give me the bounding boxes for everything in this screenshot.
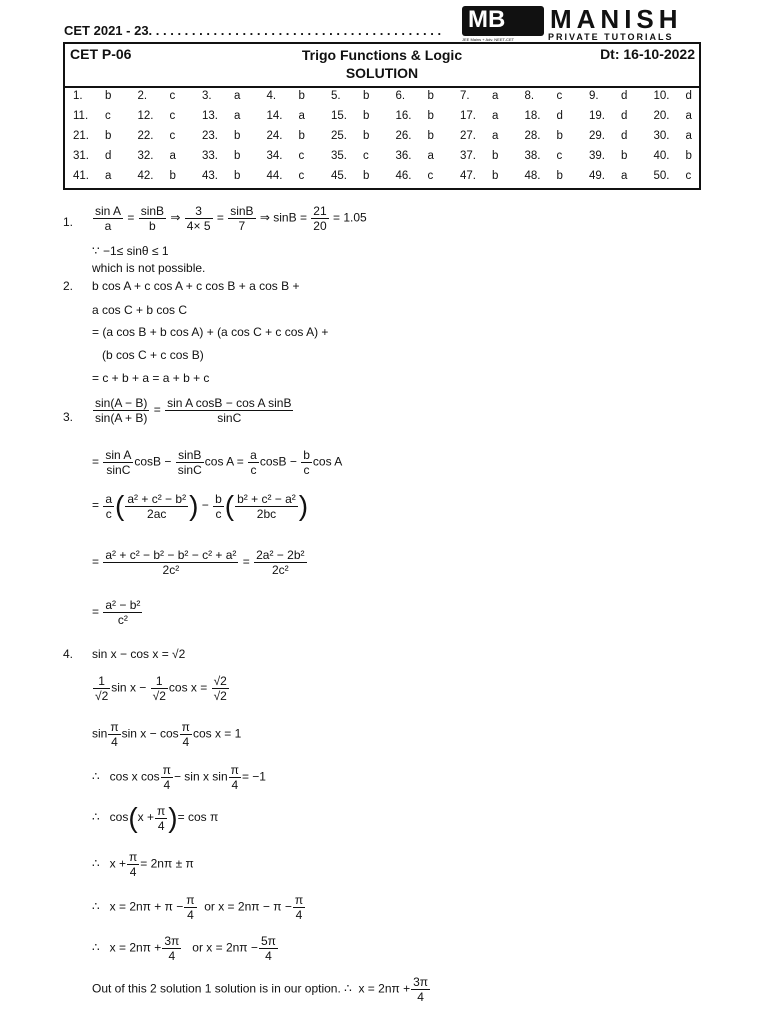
answer-option: d [621, 110, 628, 122]
answer-number: 6. [395, 90, 406, 102]
answer-option: b [169, 170, 176, 182]
answer-number: 24. [266, 130, 283, 142]
answer-option: b [298, 90, 305, 102]
q2-number: 2. [63, 279, 74, 293]
q3-step1: $\frac{\sin(A - B)}{\sin(A + B)}$ = $\frac{\text{sin A cosB − cos A sinB}}{\sin C}$ [95, 396, 292, 425]
answer-option: a [621, 170, 628, 182]
answer-number: 28. [524, 130, 541, 142]
logo-tagline: JEE Mains + Adv. NEET-CET [462, 37, 515, 42]
answer-option: b [427, 130, 434, 142]
logo-name: MANISH [550, 4, 683, 34]
answer-number: 41. [73, 170, 89, 182]
answer-number: 20. [653, 110, 670, 122]
answer-option: b [363, 130, 370, 142]
answer-option: d [685, 90, 692, 102]
q1-because: ∵ −1≤ sinθ ≤ 1 [92, 244, 169, 258]
header-title: CET 2021 - 23. . . . . . . . . . . . . . . . . . . . . . . . . . . . . . . . . . . . . . . . . [64, 23, 442, 38]
answer-option: c [169, 130, 176, 142]
answer-key-box [63, 42, 701, 190]
answer-number: 22. [137, 130, 154, 142]
answer-option: a [685, 110, 692, 122]
answer-number: 9. [589, 90, 599, 102]
answer-number: 11. [73, 110, 89, 122]
answer-option: a [105, 170, 112, 182]
answer-option: b [363, 110, 370, 122]
answer-option: a [169, 150, 176, 162]
answer-number: 49. [589, 170, 605, 182]
answer-option: b [492, 170, 499, 182]
answer-number: 14. [266, 110, 283, 122]
q3-step5: = $\frac{\text{a² − b²}}{\text{c²}}$ [92, 598, 141, 627]
answer-number: 1. [73, 90, 83, 102]
answer-option: b [105, 90, 112, 102]
answer-number: 34. [266, 150, 283, 162]
answer-option: b [621, 150, 628, 162]
answer-number: 31. [73, 150, 89, 162]
answer-option: a [234, 110, 241, 122]
answer-option: b [363, 170, 370, 182]
answer-option: b [427, 110, 434, 122]
q3-number: 3. [63, 410, 74, 424]
answer-number: 8. [524, 90, 535, 102]
answer-option: b [556, 130, 563, 142]
answer-number: 26. [395, 130, 412, 142]
answer-option: c [427, 170, 434, 182]
answer-number: 46. [395, 170, 412, 182]
answer-option: b [298, 130, 305, 142]
q2-line1: b cos A + c cos A + c cos B + a cos B + [92, 279, 300, 293]
q2-line2: a cos C + b cos C [92, 303, 188, 317]
answer-option: c [556, 150, 563, 162]
answer-number: 3. [202, 90, 212, 102]
answer-option: d [621, 90, 628, 102]
answer-option: b [234, 130, 241, 142]
q2-line5: = c + b + a = a + b + c [92, 371, 210, 385]
logo-subtitle: PRIVATE TUTORIALS [548, 32, 674, 42]
answer-option: a [427, 150, 434, 162]
q1-number: 1. [63, 215, 74, 229]
logo [462, 6, 702, 42]
q4-line1: sin x − cos x = √2 [92, 647, 186, 661]
q3-step2: = $\frac{\text{sin A}}{\sin C}$ cosB − $\frac{\sin B}{\sin C}$ cos A = $\frac{a}{c}$ cosB − $\frac{b}{c}$ cos A [92, 448, 343, 477]
answer-option: c [363, 150, 369, 162]
answer-option: a [685, 130, 692, 142]
answer-option: d [105, 150, 112, 162]
q4-line6: ∴ x + $\frac{\pi}{4}$ = 2nπ ± π [92, 850, 194, 879]
answer-option: a [234, 90, 241, 102]
answer-option: b [363, 90, 370, 102]
answer-number: 43. [202, 170, 218, 182]
answer-number: 2. [137, 90, 148, 102]
q4-line2: $\frac{1}{√2}$ sin x − $\frac{1}{√2}$ cos x = $\frac{√2}{√2}$ [95, 674, 227, 703]
answer-number: 13. [202, 110, 218, 122]
q4-number: 4. [63, 647, 74, 661]
answer-option: c [298, 150, 305, 162]
q4-line8: ∴ x = 2nπ + $\frac{3\pi}{4}$ or x = 2nπ − $\frac{5\pi}{4}$ [92, 934, 276, 963]
answer-number: 36. [395, 150, 412, 162]
answer-number: 27. [460, 130, 476, 142]
answer-number: 44. [266, 170, 283, 182]
answer-number: 42. [137, 170, 154, 182]
answer-number: 4. [266, 90, 277, 102]
answer-number: 38. [524, 150, 541, 162]
answer-number: 50. [653, 170, 670, 182]
q4-line4: ∴ cos x cos $\frac{\pi}{4}$ − sin x sin $\frac{\pi}{4}$ = −1 [92, 763, 266, 792]
answer-option: c [685, 170, 692, 182]
answer-option: b [492, 150, 499, 162]
subject-title: Trigo Functions & Logic SOLUTION [65, 46, 699, 82]
q1-equation: $\frac{\text{sin A}}{a}$ = $\frac{\sin B}{b}$ ⇒ $\frac{3}{4\times 5}$ = $\frac{\sin B}{7}$ ⇒ sinB = $\frac{21}{20}$ = 1.05 [95, 204, 367, 233]
answer-option: a [298, 110, 305, 122]
answer-option: b [685, 150, 692, 162]
answer-option: b [234, 150, 241, 162]
q1-note: which is not possible. [92, 261, 206, 275]
answer-option: d [621, 130, 628, 142]
answer-option: b [556, 170, 563, 182]
answer-number: 17. [460, 110, 476, 122]
answer-number: 12. [137, 110, 154, 122]
answer-option: c [169, 110, 176, 122]
q2-line3: = (a cos B + b cos A) + (a cos C + c cos A) + [92, 325, 329, 339]
answer-number: 19. [589, 110, 605, 122]
answer-number: 45. [331, 170, 347, 182]
q4-line3: sin $\frac{\pi}{4}$ sin x − cos $\frac{\pi}{4}$ cos x = 1 [92, 720, 242, 749]
answer-number: 37. [460, 150, 476, 162]
answer-number: 16. [395, 110, 412, 122]
solution-label: SOLUTION [345, 65, 419, 81]
answer-option: a [492, 130, 499, 142]
answer-number: 23. [202, 130, 218, 142]
answer-number: 35. [331, 150, 347, 162]
q2-line4: (b cos C + c cos B) [102, 348, 204, 362]
answer-option: d [556, 110, 563, 122]
answer-number: 48. [524, 170, 541, 182]
box-header [65, 44, 699, 88]
answer-number: 30. [653, 130, 670, 142]
q4-final: Out of this 2 solution 1 solution is in our option. ∴ x = 2nπ + $\frac{3\pi}{4}$ [92, 975, 429, 1004]
answer-option: b [105, 130, 112, 142]
q4-line7: ∴ x = 2nπ + π − $\frac{\pi}{4}$ or x = 2nπ − π − $\frac{\pi}{4}$ [92, 893, 304, 922]
paper-code: CET P-06 [70, 46, 132, 62]
answer-option: c [298, 170, 305, 182]
logo-mark: MB [462, 6, 544, 36]
answer-option: c [556, 90, 563, 102]
answer-number: 10. [653, 90, 670, 102]
answer-number: 7. [460, 90, 470, 102]
q3-step3: = $\frac{a}{c}$ ( $\frac{\text{a² + c² − b²}}{2ac}$ ) − $\frac{b}{c}$ ( $\frac{\text{b² + c² − a²}}{2bc}$ ) [92, 490, 309, 521]
answer-number: 29. [589, 130, 605, 142]
answer-number: 33. [202, 150, 218, 162]
answer-number: 21. [73, 130, 89, 142]
answer-option: a [492, 90, 499, 102]
answer-option: b [427, 90, 434, 102]
answer-number: 18. [524, 110, 541, 122]
answer-option: b [234, 170, 241, 182]
answer-option: a [492, 110, 499, 122]
answer-number: 40. [653, 150, 670, 162]
answer-number: 32. [137, 150, 154, 162]
answer-option: c [169, 90, 176, 102]
answer-option: c [105, 110, 111, 122]
q3-step4: = $\frac{\text{a² + c² − b² − b² − c² + a²}}{\text{2c²}}$ = $\frac{\text{2a² − 2b²}}{\text{2c²}}$ [92, 548, 305, 577]
answer-number: 5. [331, 90, 341, 102]
q4-line5: ∴ cos(x + $\frac{\pi}{4}$ )= cos π [92, 802, 219, 833]
answer-number: 25. [331, 130, 347, 142]
answer-number: 15. [331, 110, 347, 122]
paper-date: Dt: 16-10-2022 [600, 46, 695, 62]
answer-number: 47. [460, 170, 476, 182]
answer-number: 39. [589, 150, 605, 162]
